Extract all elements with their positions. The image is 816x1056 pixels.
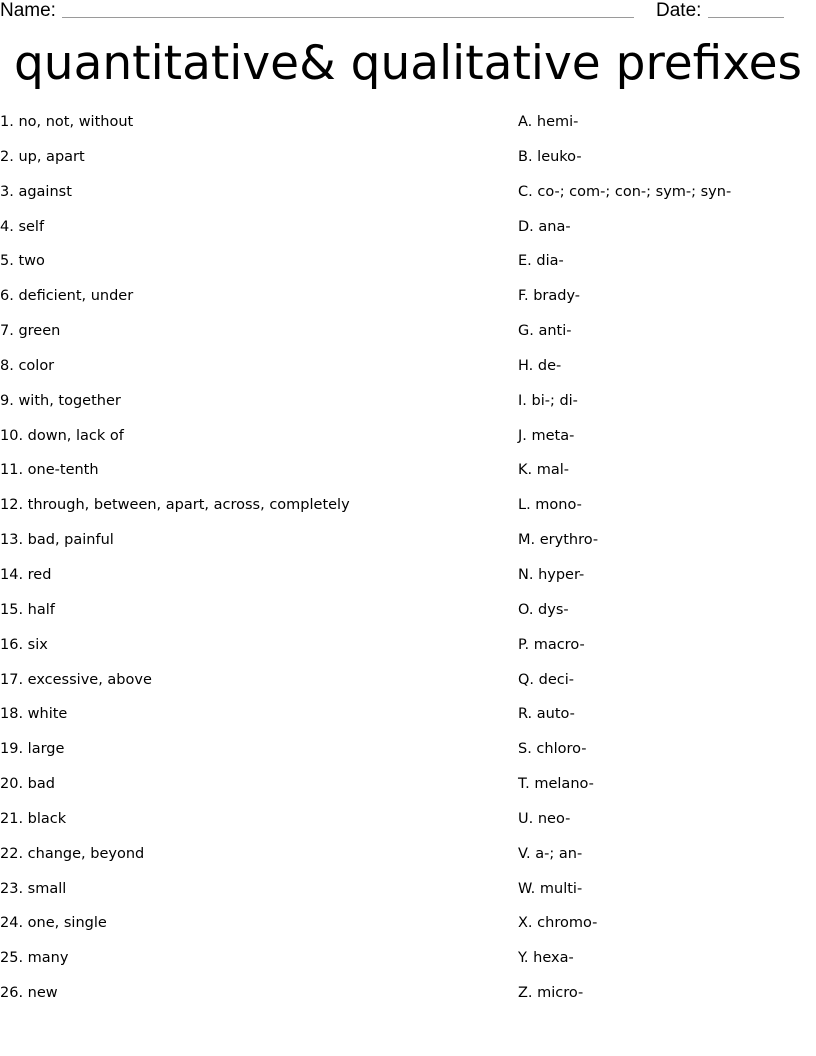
name-label: Name: [0, 0, 56, 21]
clue-item: 19. large [0, 741, 65, 758]
answer-item: D. ana- [518, 218, 571, 235]
clue-item: 24. one, single [0, 915, 107, 932]
answer-item: R. auto- [518, 706, 575, 723]
answer-item: S. chloro- [518, 741, 587, 758]
clue-item: 10. down, lack of [0, 427, 124, 444]
clue-item: 6. deficient, under [0, 288, 134, 305]
answer-item: O. dys- [518, 601, 569, 618]
clue-item: 2. up, apart [0, 148, 85, 165]
answer-item: W. multi- [518, 880, 583, 897]
answer-item: C. co-; com-; con-; sym-; syn- [518, 183, 732, 200]
answer-item: I. bi-; di- [518, 392, 578, 409]
answer-item: L. mono- [518, 497, 582, 514]
clue-item: 9. with, together [0, 392, 121, 409]
clue-item: 16. six [0, 636, 48, 653]
clue-item: 18. white [0, 706, 68, 723]
answer-item: H. de- [518, 357, 562, 374]
answer-item: A. hemi- [518, 114, 579, 130]
clue-item: 14. red [0, 566, 52, 583]
answer-item: B. leuko- [518, 148, 582, 165]
answer-item: F. brady- [518, 288, 581, 305]
clue-item: 8. color [0, 357, 55, 374]
answer-item: K. mal- [518, 462, 569, 479]
clue-item: 25. many [0, 950, 69, 967]
clue-item: 21. black [0, 810, 67, 827]
answer-item: E. dia- [518, 253, 564, 270]
page-title: quantitative& qualitative prefixes [13, 36, 803, 91]
clue-item: 11. one-tenth [0, 462, 99, 479]
answer-item: J. meta- [518, 427, 575, 444]
answer-item: G. anti- [518, 323, 572, 340]
clue-item: 22. change, beyond [0, 845, 145, 862]
answer-item: U. neo- [518, 810, 571, 827]
date-label: Date: [656, 0, 702, 21]
clue-item: 15. half [0, 601, 55, 618]
answer-item: Y. hexa- [518, 950, 574, 967]
clue-item: 20. bad [0, 776, 55, 793]
clue-item: 17. excessive, above [0, 671, 152, 688]
clue-item: 3. against [0, 183, 72, 200]
clue-item: 4. self [0, 218, 45, 235]
answer-item: T. melano- [518, 776, 594, 793]
clue-item: 1. no, not, without [0, 114, 134, 130]
clue-item: 13. bad, painful [0, 532, 114, 549]
answer-item: X. chromo- [518, 915, 598, 932]
answer-item: N. hyper- [518, 566, 585, 583]
name-blank-line [62, 17, 634, 18]
clue-item: 7. green [0, 323, 61, 340]
answer-item: P. macro- [518, 636, 585, 653]
answer-item: V. a-; an- [518, 845, 583, 862]
answer-list [518, 112, 731, 1018]
date-blank-line [708, 17, 784, 18]
clue-item: 12. through, between, apart, across, completely [0, 497, 350, 514]
clue-list [0, 112, 350, 1018]
answer-item: Q. deci- [518, 671, 574, 688]
clue-item: 5. two [0, 253, 45, 270]
clue-item: 23. small [0, 880, 67, 897]
answer-item: M. erythro- [518, 532, 599, 549]
clue-item: 26. new [0, 985, 58, 1002]
answer-item: Z. micro- [518, 985, 584, 1002]
header-row [0, 0, 816, 24]
